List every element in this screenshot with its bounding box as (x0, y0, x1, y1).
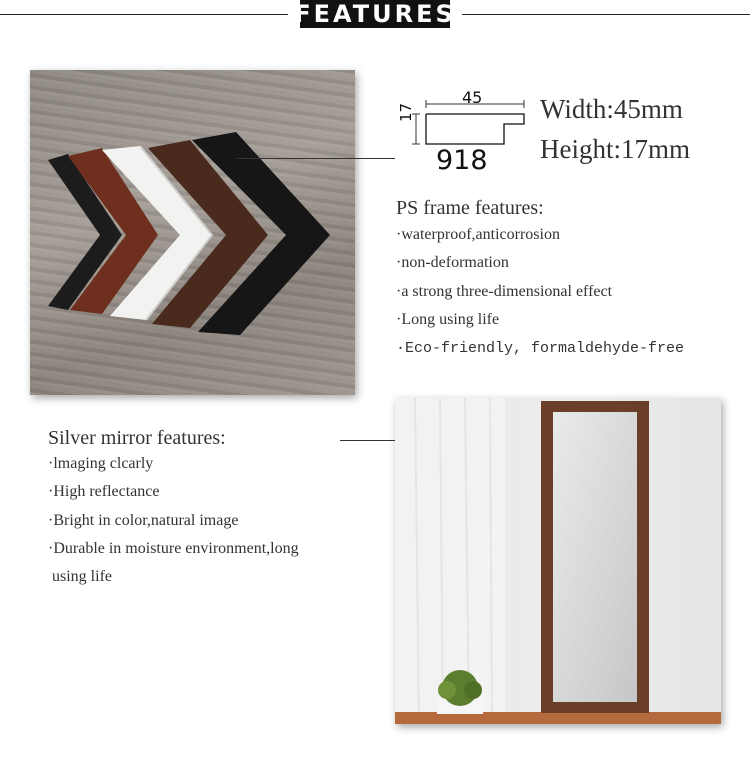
width-spec: Width:45mm (540, 94, 683, 124)
silver-mirror-item: ·Durable in moisture environment,long (48, 540, 299, 557)
ps-frame-item: ·Eco-friendly, formaldehyde-free (396, 340, 685, 357)
silver-mirror-title: Silver mirror features: (48, 427, 226, 449)
mirror-glass (553, 412, 637, 702)
height-spec: Height:17mm (540, 134, 690, 164)
mirror-scene (395, 398, 721, 724)
plant-leaves-right (464, 681, 482, 699)
silver-mirror-item: ·High reflectance (48, 483, 160, 500)
profile-code: 918 (436, 145, 488, 176)
frame-chevrons (30, 70, 355, 395)
frame-samples-photo (30, 70, 355, 395)
header-rule-left (0, 14, 288, 15)
profile-width-label: 45 (462, 88, 483, 107)
features-title (294, 0, 456, 28)
ps-frame-item: ·Long using life (396, 311, 500, 328)
ps-frame-item: ·non-deformation (396, 254, 509, 271)
ps-frame-title: PS frame features: (396, 197, 544, 219)
ps-frame-item: ·a strong three-dimensional effect (396, 283, 613, 300)
silver-mirror-item: ·lmaging clcarly (48, 455, 154, 472)
plant-leaves-left (438, 681, 456, 699)
mirror-room-photo (395, 398, 721, 724)
silver-mirror-item: ·Bright in color,natural image (48, 512, 239, 529)
features-title-text: FEATURES (294, 0, 456, 28)
profile-connector-line (237, 158, 395, 159)
ps-frame-item: ·waterproof,anticorrosion (396, 226, 560, 243)
silver-mirror-item: using life (48, 568, 112, 585)
header-rule-right (462, 14, 750, 15)
profile-height-label: 17 (397, 102, 415, 122)
